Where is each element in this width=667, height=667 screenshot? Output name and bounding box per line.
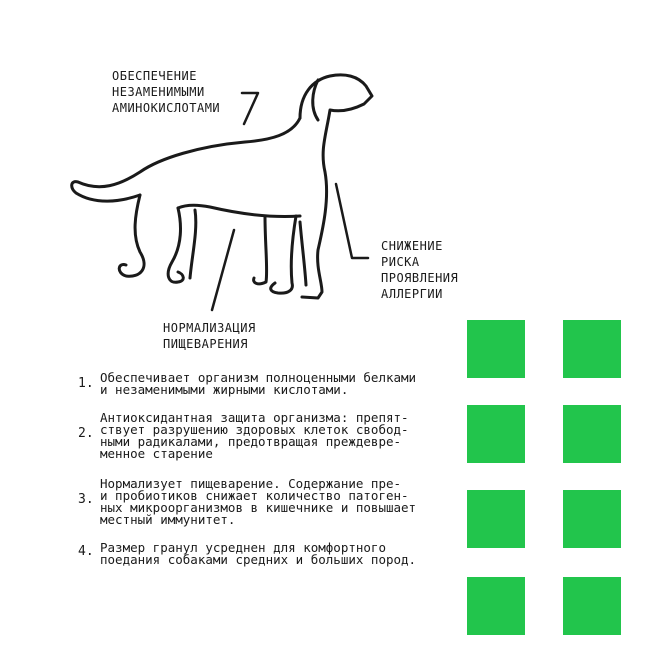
list-number: 4. [78,544,94,559]
callout-allergy: СНИЖЕНИЕ РИСКА ПРОЯВЛЕНИЯ АЛЛЕРГИИ [381,239,459,301]
list-number: 2. [78,426,94,441]
green-square [563,320,621,378]
list-text: Нормализует пищеварение. Содержание пре- и пробиотиков снижает количество патоген- ных микроорганизмов в кишечнике и повышает местный иммунитет. [100,476,417,527]
green-square [563,405,621,463]
list-number: 3. [78,492,94,507]
list-text: Размер гранул усреднен для комфортного поедания собаками средних и больших пород. [100,540,417,567]
green-square [467,490,525,548]
list-text: Антиоксидантная защита организма: препят- ствует разрушению здоровых клеток свобод- ными радикалами, предотвращая преждевре- менное старение [100,410,409,461]
list-number: 1. [78,376,94,391]
green-square [467,320,525,378]
callout-amino-acids: ОБЕСПЕЧЕНИЕ НЕЗАМЕНИМЫМИ АМИНОКИСЛОТАМИ [112,69,221,115]
green-square [467,577,525,635]
green-square [563,577,621,635]
green-square [563,490,621,548]
green-square [467,405,525,463]
callout-digestion: НОРМАЛИЗАЦИЯ ПИЩЕВАРЕНИЯ [163,321,256,351]
list-text: Обеспечивает организм полноценными белками и незаменимыми жирными кислотами. [100,370,417,397]
